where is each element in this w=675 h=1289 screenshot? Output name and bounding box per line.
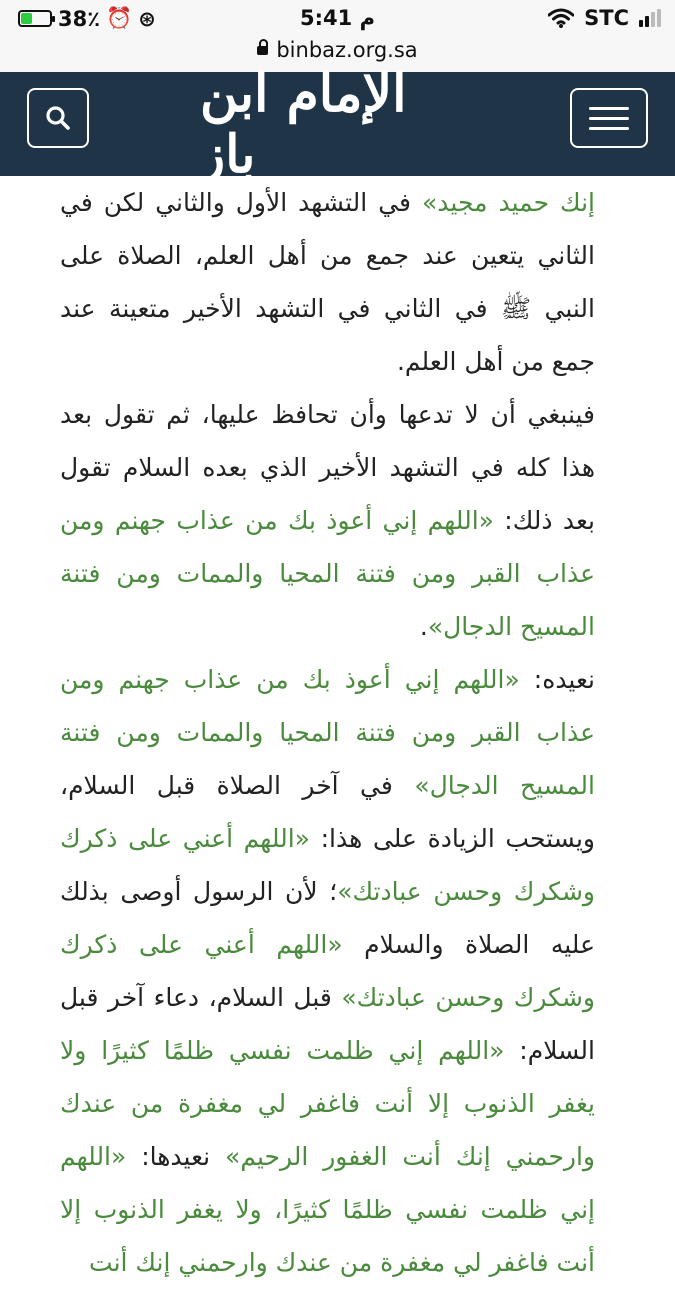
article-body — [60, 176, 595, 1289]
body-text: نعيدها: — [126, 1142, 226, 1171]
status-right — [548, 6, 661, 30]
address-bar[interactable] — [0, 38, 675, 62]
body-text: فينبغي أن لا تدعها وأن تحافظ عليها، ثم تقول بعد هذا كله في التشهد الأخير الذي بعده السلام تقول بعد ذلك: — [60, 400, 595, 535]
orientation-lock-icon: ⊛ — [138, 6, 156, 31]
search-icon — [45, 105, 71, 131]
wifi-icon — [548, 8, 574, 28]
quoted-dua-text: «اللهم إني أعوذ بك من عذاب جهنم ومن عذاب القبر ومن فتنة المحيا والممات ومن فتنة المسيح الدجال» — [60, 665, 595, 800]
body-text: . — [419, 612, 428, 641]
battery-percent: 38٪ — [58, 6, 101, 31]
quoted-dua-text: «اللهم إني ظلمت نفسي ظلمًا كثيرًا ولا يغفر الذنوب إلا أنت فاغفر لي مغفرة من عندك وارحمني إنك أنت الغفور الرحيم» — [60, 1036, 596, 1171]
status-bar — [0, 0, 675, 72]
quoted-dua-text: «اللهم إني أعوذ بك من عذاب جهنم ومن عذاب القبر ومن فتنة المحيا والممات ومن فتنة المسيح الدجال» — [60, 506, 595, 641]
article-paragraph — [60, 388, 595, 653]
status-time: 5:41 م — [300, 6, 375, 30]
quoted-dua-text: «اللهم أعني على ذكرك وشكرك وحسن عبادتك» — [60, 930, 595, 1012]
article-paragraph — [60, 653, 595, 1289]
article-paragraph — [60, 176, 595, 388]
body-text: قبل السلام، دعاء آخر قبل السلام: — [60, 983, 595, 1065]
quoted-dua-text: إنك حميد مجيد» — [422, 188, 595, 217]
site-header — [0, 63, 675, 185]
search-button[interactable] — [27, 88, 89, 148]
body-text: نعيده: — [519, 665, 595, 694]
body-text: في آخر الصلاة قبل السلام، ويستحب الزيادة على هذا: — [60, 771, 595, 853]
carrier-name: STC — [584, 6, 629, 30]
logo-text: الإمام ابن باز — [200, 63, 407, 185]
body-text: ؛ لأن الرسول أوصى بذلك عليه الصلاة والسلام — [60, 877, 595, 959]
hamburger-icon — [589, 100, 629, 137]
alarm-icon: ⏰ — [106, 6, 133, 30]
quoted-dua-text: «اللهم إني ظلمت نفسي ظلمًا كثيرًا، ولا يغفر الذنوب إلا أنت فاغفر لي مغفرة من عندك وارحمني إنك أنت — [60, 1142, 595, 1277]
quoted-dua-text: «اللهم أعني على ذكرك وشكرك وحسن عبادتك» — [60, 824, 595, 906]
menu-button[interactable] — [570, 88, 648, 148]
site-logo[interactable] — [200, 63, 475, 185]
lock-icon — [257, 46, 268, 55]
signal-icon — [639, 9, 661, 27]
url-text: binbaz.org.sa — [276, 38, 418, 62]
body-text: في التشهد الأول والثاني لكن في الثاني يتعين عند جمع من أهل العلم، الصلاة على النبي ﷺ في الثاني في التشهد الأخير متعينة عند جمع من أهل العلم. — [60, 188, 595, 376]
